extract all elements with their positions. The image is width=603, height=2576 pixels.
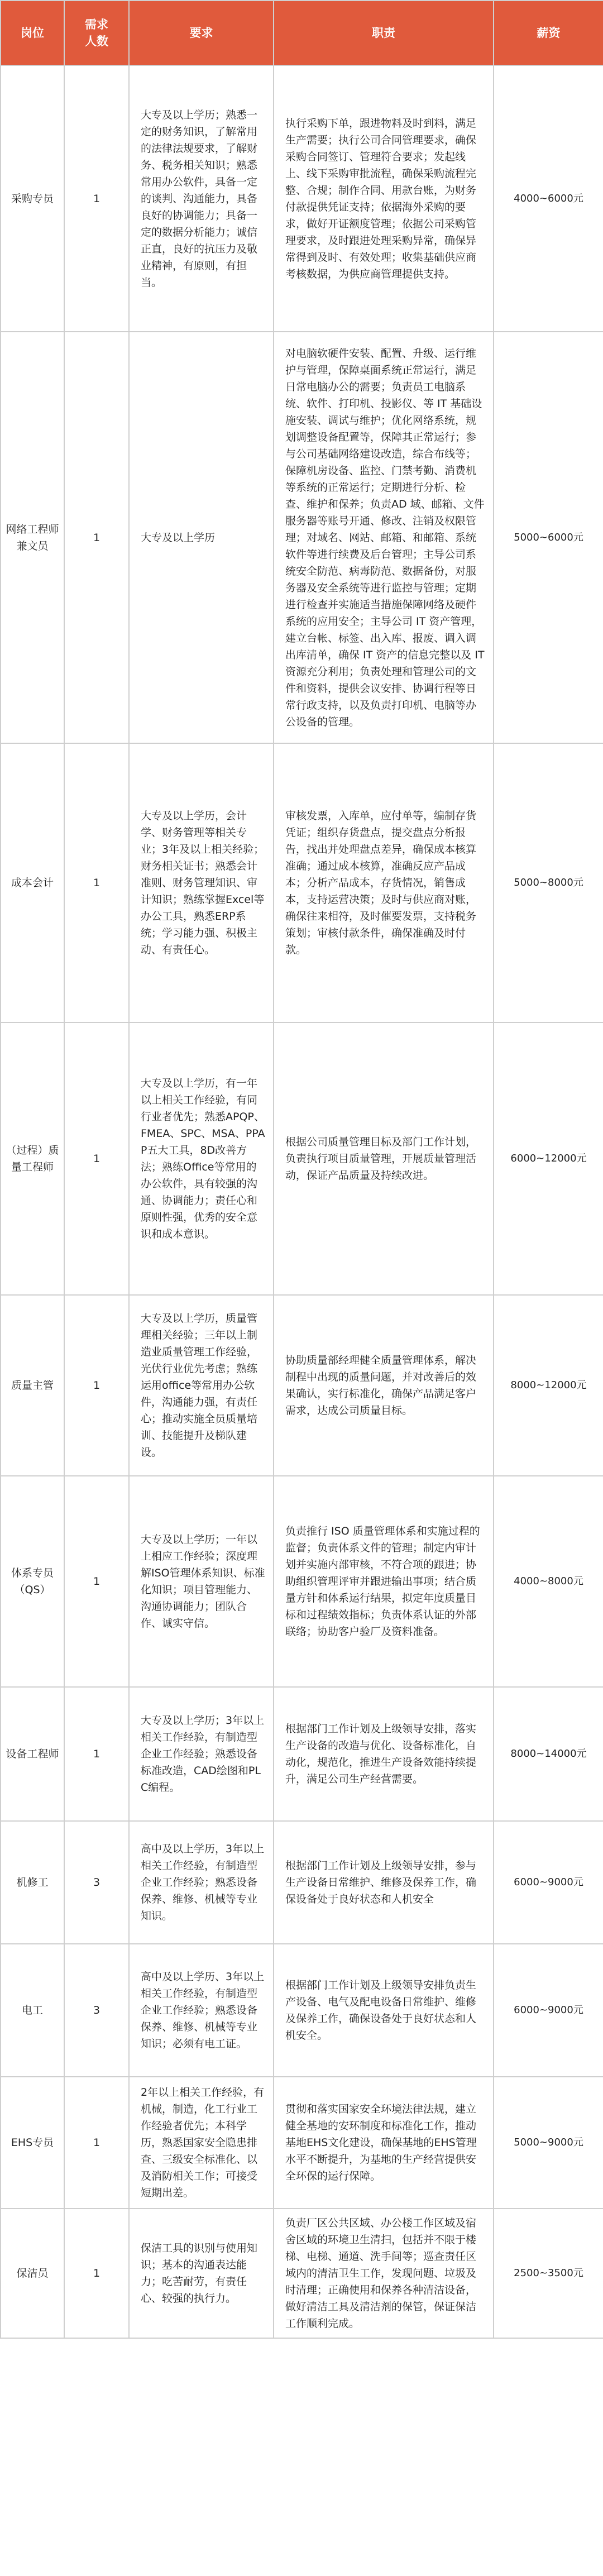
requirements-cell: 2年以上相关工作经验，有机械，制造，化工行业工作经验者优先；本科学历，熟悉国家安全隐患排查、三级安全标准化、以及消防相关工作；可接受短期出差。 — [129, 2077, 274, 2209]
duties-cell: 负责厂区公共区域、办公楼工作区域及宿舍区域的环境卫生清扫，包括并不限于楼梯、电梯、通道、洗手间等；巡查责任区域内的清洁卫生工作，发现问题、垃圾及时清理；正确使用和保养各种清洁设备，做好清洁工具及清洁剂的保管，保证保洁工作顺利完成。 — [274, 2209, 494, 2338]
headcount-cell: 3 — [64, 1821, 129, 1944]
salary-cell: 4000~6000元 — [494, 65, 603, 332]
salary-cell: 6000~9000元 — [494, 1944, 603, 2077]
table-row — [1, 1821, 603, 1944]
requirements-cell: 高中及以上学历、3年以上相关工作经验，有制造型企业工作经验；熟悉设备保养、维修、机械等专业知识；必须有电工证。 — [129, 1944, 274, 2077]
duties-cell: 根据部门工作计划及上级领导安排，落实生产设备的改造与优化、设备标准化，自动化，规范化，推进生产设备效能持续提升，满足公司生产经营需要。 — [274, 1687, 494, 1821]
duties-cell: 根据部门工作计划及上级领导安排负责生产设备、电气及配电设备日常维护、维修及保养工作，确保设备处于良好状态和人机安全。 — [274, 1944, 494, 2077]
duties-cell: 对电脑软硬件安装、配置、升级、运行维护与管理，保障桌面系统正常运行，满足日常电脑办公的需要；负责员工电脑系统、软件、打印机、投影仪、等 IT 基础设施安装、调试与维护；优化网络系统，规划调整设备配置等，保障其正常运行；参与公司基础网络建设改造，综合布线等；保障机房设备、监控、门禁考勤、消费机等系统的正常运行；定期进行分析、检查、维护和保养；负责AD 域、邮箱、文件服务器等账号开通、修改、注销及权限管理；对域名、网站、邮箱、和邮箱、系统软件等进行续费及后台管理；主导公司系统安全防范、病毒防范、数据备份，对服务器及安全系统等进行监控与管理；定期进行检查并实施适当措施保障网络及硬件系统的应用安全；主导公司 IT 资产管理，建立台帐、标签、出入库、报废、调入调出库清单，确保 IT 资产的信息完整以及 IT 资源充分利用；负责处理和管理公司的文件和资料，提供会议安排、协调行程等日常行政支持，以及负责打印机、电脑等办公设备的管理。 — [274, 332, 494, 743]
headcount-cell: 1 — [64, 1295, 129, 1476]
headcount-cell: 1 — [64, 1022, 129, 1295]
requirements-cell: 大专及以上学历 — [129, 332, 274, 743]
requirements-cell: 保洁工具的识别与使用知识；基本的沟通表达能力；吃苦耐劳，有责任心、较强的执行力。 — [129, 2209, 274, 2338]
position-cell: 成本会计 — [1, 743, 64, 1022]
duties-cell: 贯彻和落实国家安全环境法律法规，建立健全基地的安环制度和标准化工作，推动基地EHS文化建设，确保基地的EHS管理水平不断提升，为基地的生产经营提供安全环保的运行保障。 — [274, 2077, 494, 2209]
position-cell: 电工 — [1, 1944, 64, 2077]
position-cell: 机修工 — [1, 1821, 64, 1944]
duties-cell: 执行采购下单，跟进物料及时到料，满足生产需要；执行公司合同管理要求，确保采购合同签订、管理符合要求；发起线上、线下采购审批流程，确保采购流程完整、合规；制作合同、用款台账，为财务付款提供凭证支持；依据海外采购的要求，做好开证额度管理；依据公司采购管理要求，及时跟进处理采购异常，确保异常得到及时、有效处理；收集基础供应商考核数据，为供应商管理提供支持。 — [274, 65, 494, 332]
salary-cell: 2500~3500元 — [494, 2209, 603, 2338]
requirements-cell: 大专及以上学历，有一年以上相关工作经验，有同行业者优先；熟悉APQP、FMEA、SPC、MSA、PPAP五大工具，8D改善方法；熟练Office等常用的办公软件，具有较强的沟通、协调能力；责任心和原则性强，优秀的安全意识和成本意识。 — [129, 1022, 274, 1295]
position-cell: （过程）质量工程师 — [1, 1022, 64, 1295]
salary-cell: 6000~9000元 — [494, 1821, 603, 1944]
position-cell: EHS专员 — [1, 2077, 64, 2209]
position-cell: 体系专员（QS） — [1, 1476, 64, 1687]
table-row — [1, 65, 603, 332]
requirements-cell: 大专及以上学历；一年以上相应工作经验；深度理解ISO管理体系知识、标准化知识；项目管理能力、沟通协调能力；团队合作、诚实守信。 — [129, 1476, 274, 1687]
table-row — [1, 1476, 603, 1687]
header-headcount: 需求人数 — [64, 1, 129, 65]
table-row — [1, 1022, 603, 1295]
table-row — [1, 1944, 603, 2077]
requirements-cell: 大专及以上学历；3年以上相关工作经验，有制造型企业工作经验；熟悉设备标准改造，CAD绘图和PLC编程。 — [129, 1687, 274, 1821]
table-row — [1, 2077, 603, 2209]
position-cell: 保洁员 — [1, 2209, 64, 2338]
salary-cell: 5000~6000元 — [494, 332, 603, 743]
table-row — [1, 2209, 603, 2338]
duties-cell: 协助质量部经理健全质量管理体系，解决制程中出现的质量问题，并对改善后的效果确认，实行标准化，确保产品满足客户需求，达成公司质量目标。 — [274, 1295, 494, 1476]
headcount-cell: 1 — [64, 2077, 129, 2209]
duties-cell: 审核发票，入库单，应付单等，编制存货凭证；组织存货盘点，提交盘点分析报告，找出并处理盘点差异，确保成本核算准确；通过成本核算，准确反应产品成本；分析产品成本，存货情况，销售成本，支持运营决策；及时与供应商对账，确保往来相符，及时催要发票，支持税务策划；审核付款条件，确保准确及时付款。 — [274, 743, 494, 1022]
headcount-cell: 1 — [64, 743, 129, 1022]
headcount-cell: 1 — [64, 1687, 129, 1821]
salary-cell: 5000~8000元 — [494, 743, 603, 1022]
headcount-cell: 1 — [64, 1476, 129, 1687]
headcount-cell: 1 — [64, 332, 129, 743]
table-row — [1, 743, 603, 1022]
position-cell: 设备工程师 — [1, 1687, 64, 1821]
header-duties: 职责 — [274, 1, 494, 65]
position-cell: 采购专员 — [1, 65, 64, 332]
requirements-cell: 大专及以上学历，会计学、财务管理等相关专业；3年及以上相关经验；财务相关证书；熟悉会计准则、财务管理知识、审计知识；熟练掌握Excel等办公工具，熟悉ERP系统；学习能力强、积极主动、有责任心。 — [129, 743, 274, 1022]
position-cell: 网络工程师兼文员 — [1, 332, 64, 743]
headcount-cell: 1 — [64, 65, 129, 332]
duties-cell: 根据公司质量管理目标及部门工作计划，负责执行项目质量管理，开展质量管理活动，保证产品质量及持续改进。 — [274, 1022, 494, 1295]
headcount-cell: 1 — [64, 2209, 129, 2338]
table-row — [1, 1295, 603, 1476]
duties-cell: 负责推行 ISO 质量管理体系和实施过程的监督；负责体系文件的管理；制定内审计划并实施内部审核，不符合项的跟进；协助组织管理评审并跟进输出事项；结合质量方针和体系运行结果，拟定年度质量目标和过程绩效指标；负责体系认证的外部联络；协助客户验厂及资料准备。 — [274, 1476, 494, 1687]
header-requirements: 要求 — [129, 1, 274, 65]
salary-cell: 6000~12000元 — [494, 1022, 603, 1295]
header-salary: 薪资 — [494, 1, 603, 65]
salary-cell: 5000~9000元 — [494, 2077, 603, 2209]
requirements-cell: 高中及以上学历，3年以上相关工作经验，有制造型企业工作经验；熟悉设备保养、维修、机械等专业知识。 — [129, 1821, 274, 1944]
table-row — [1, 1687, 603, 1821]
table-header-row — [1, 1, 603, 65]
salary-cell: 4000~8000元 — [494, 1476, 603, 1687]
table-row — [1, 332, 603, 743]
duties-cell: 根据部门工作计划及上级领导安排，参与生产设备日常维护、维修及保养工作，确保设备处于良好状态和人机安全 — [274, 1821, 494, 1944]
salary-cell: 8000~12000元 — [494, 1295, 603, 1476]
requirements-cell: 大专及以上学历，质量管理相关经验；三年以上制造业质量管理工作经验，光伏行业优先考虑；熟练运用office等常用办公软件，沟通能力强，有责任心；推动实施全员质量培训、技能提升及梯队建设。 — [129, 1295, 274, 1476]
header-position: 岗位 — [1, 1, 64, 65]
requirements-cell: 大专及以上学历；熟悉一定的财务知识，了解常用的法律法规要求，了解财务、税务相关知识；熟悉常用办公软件，具备一定的谈判、沟通能力，具备良好的协调能力；具备一定的数据分析能力；诚信正直，良好的抗压力及敬业精神，有原则，有担当。 — [129, 65, 274, 332]
salary-cell: 8000~14000元 — [494, 1687, 603, 1821]
position-cell: 质量主管 — [1, 1295, 64, 1476]
headcount-cell: 3 — [64, 1944, 129, 2077]
